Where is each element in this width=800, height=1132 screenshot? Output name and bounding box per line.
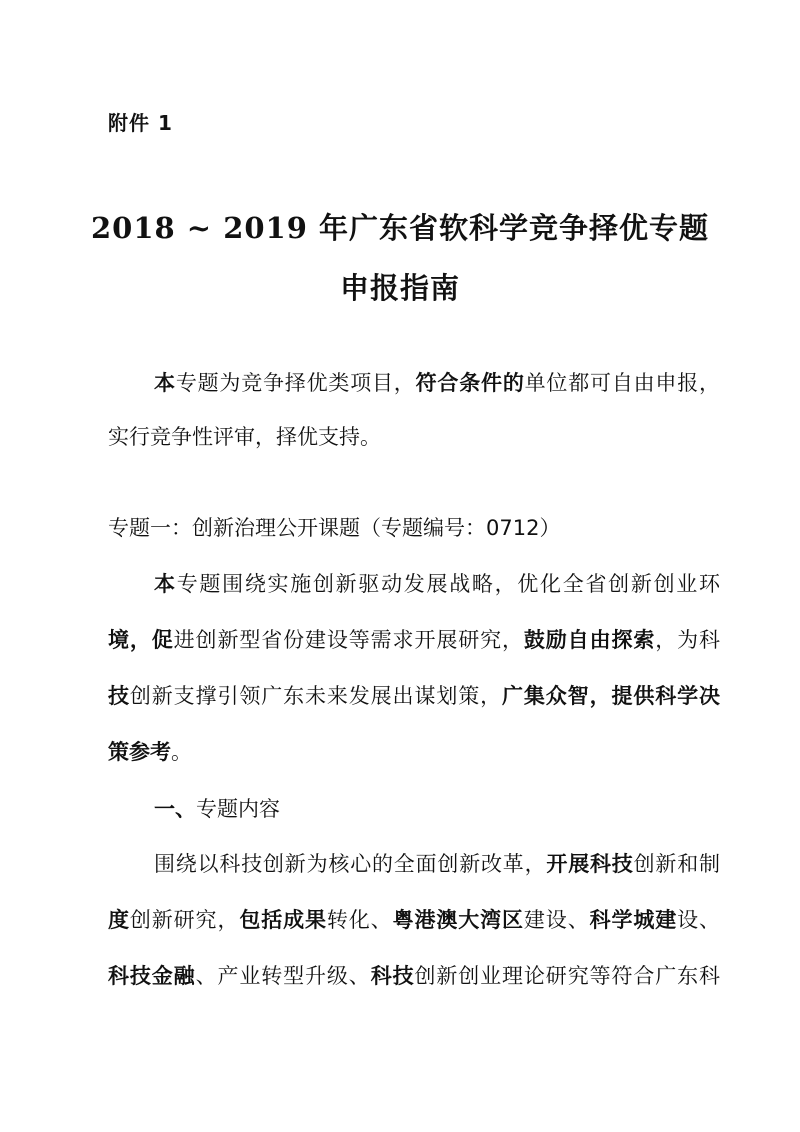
section-title: 专题内容 xyxy=(196,797,280,821)
attachment-label: 附件 1 xyxy=(108,111,173,135)
intro-line-2 xyxy=(108,422,720,452)
topic-heading: 专题一：创新治理公开课题（专题编号：0712） xyxy=(108,516,561,540)
intro-bold: 本 xyxy=(154,371,176,395)
section-bold: 开展科技 xyxy=(546,852,634,876)
topic-bold: 技 xyxy=(108,684,130,708)
section-text: 、产业转型升级、 xyxy=(195,964,371,988)
section-bold: 科技 xyxy=(370,964,415,988)
section-bold: 科学城建 xyxy=(589,908,678,932)
topic-desc-line-3 xyxy=(108,681,720,711)
topic-bold: 境，促 xyxy=(108,628,174,652)
section-number: 一、 xyxy=(154,797,196,821)
topic-bold: 鼓励自由探索 xyxy=(523,628,656,652)
section-text: 围绕以科技创新为核心的全面创新改革， xyxy=(154,852,547,876)
topic-text: 。 xyxy=(171,740,192,764)
section-1-line-1 xyxy=(108,849,720,879)
section-text: 创新研究， xyxy=(129,908,240,932)
section-bold: 科技金融 xyxy=(108,964,196,988)
section-bold: 粤港澳大湾区 xyxy=(392,908,524,932)
document-title-line-2: 申报指南 xyxy=(339,271,460,305)
section-1-line-3 xyxy=(108,961,720,991)
section-text: 设、 xyxy=(677,908,720,932)
section-text: 建设、 xyxy=(523,908,590,932)
section-bold: 包括成果 xyxy=(239,908,327,932)
intro-text: 专题为竞争择优类项目， xyxy=(175,371,416,395)
intro-text: 单位都可自由申报， xyxy=(524,371,720,395)
document-title-line-1: 2018 ~ 2019 年广东省软科学竞争择优专题 xyxy=(90,211,709,245)
section-text: 创新和制 xyxy=(633,852,720,876)
topic-text: 专题围绕实施创新驱动发展战略，优化全省创新创业环 xyxy=(176,572,720,596)
intro-text: 实行竞争性评审，择优支持。 xyxy=(108,425,381,449)
topic-bold: 广集众智，提供科学决 xyxy=(502,684,720,708)
topic-desc-line-1 xyxy=(108,569,720,599)
topic-text: ，为科 xyxy=(655,628,720,652)
topic-desc-line-4 xyxy=(108,737,720,767)
section-text: 创新创业理论研究等符合广东科 xyxy=(414,964,720,988)
topic-bold: 策参考 xyxy=(108,740,171,764)
section-text: 转化、 xyxy=(326,908,393,932)
intro-line-1 xyxy=(108,368,720,398)
topic-desc-line-2 xyxy=(108,625,720,655)
section-bold: 度 xyxy=(108,908,130,932)
topic-text: 创新支撑引领广东未来发展出谋划策， xyxy=(129,684,503,708)
topic-bold: 本 xyxy=(154,572,177,596)
section-1-heading xyxy=(108,794,720,824)
intro-bold: 符合条件的 xyxy=(415,371,525,395)
section-1-line-2 xyxy=(108,905,720,935)
topic-text: 进创新型省份建设等需求开展研究， xyxy=(173,628,524,652)
